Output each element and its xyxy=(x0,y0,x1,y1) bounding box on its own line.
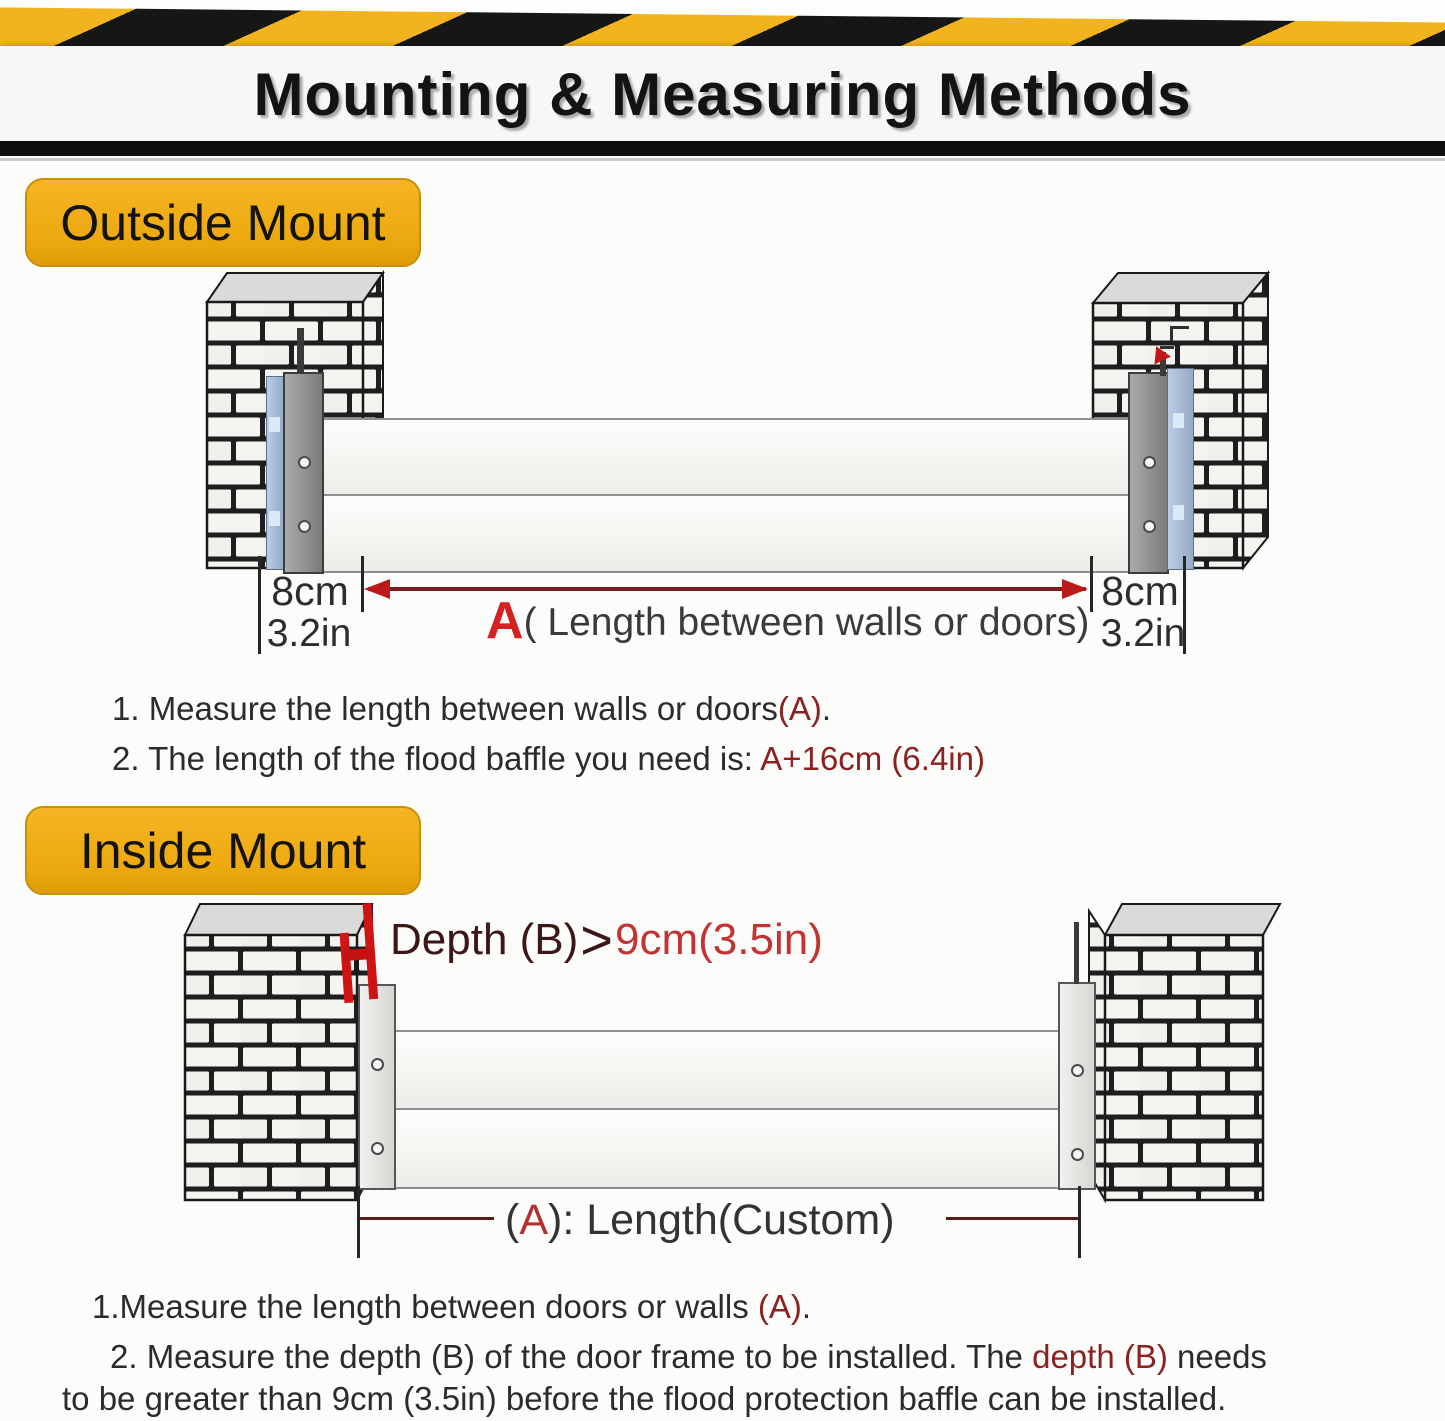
flood-barrier-inside xyxy=(394,1030,1060,1188)
barrier-panel-top xyxy=(394,1030,1060,1110)
barrier-panel-top xyxy=(322,418,1135,496)
left-channel xyxy=(358,984,396,1190)
length-prefix: ( xyxy=(505,1196,520,1244)
rail-screw-mark xyxy=(269,417,280,432)
screw-hole xyxy=(1143,520,1156,533)
title-band xyxy=(0,46,1445,142)
depth-label: Depth (B) xyxy=(390,915,579,964)
screw-hole xyxy=(298,456,311,469)
screw-hole xyxy=(1071,1064,1084,1077)
pillar-top-face xyxy=(1093,273,1268,303)
inside-step-2-line-2 xyxy=(62,1380,1226,1418)
step-text: to be greater than 9cm (3.5in) before the flood protection baffle can be installed. xyxy=(62,1380,1227,1417)
right-channel xyxy=(1058,982,1096,1190)
dim-segment-left xyxy=(360,1217,494,1220)
right-bracket-bar xyxy=(1128,372,1169,574)
barrier-panel-bottom xyxy=(322,494,1135,573)
depth-marker-crossbar xyxy=(343,948,374,961)
step-highlight: (A) xyxy=(757,1288,802,1325)
dim-arrow-shaft xyxy=(368,587,1086,591)
screw-hole xyxy=(298,520,311,533)
rail-screw-mark xyxy=(269,511,280,526)
length-suffix: ): Length(Custom) xyxy=(548,1196,895,1244)
pillar-front-face xyxy=(185,935,357,1200)
header-banner xyxy=(0,0,1445,162)
dim-line-left xyxy=(357,1186,360,1258)
depth-marker xyxy=(336,901,381,1005)
banner-divider xyxy=(0,141,1445,156)
page-title: Mounting & Measuring Methods xyxy=(253,60,1192,128)
barrier-panel-bottom xyxy=(394,1108,1060,1189)
span-caption: ( Length between walls or doors) xyxy=(523,600,1090,644)
rail-screw-mark xyxy=(1173,413,1184,428)
screw-hole xyxy=(1071,1148,1084,1161)
screw-hole xyxy=(371,1058,384,1071)
step-highlight: A+16cm (6.4in) xyxy=(760,740,985,777)
inside-mount-label: Inside Mount xyxy=(25,806,421,895)
dim-segment-right xyxy=(946,1217,1080,1220)
greater-than-sign: > xyxy=(580,908,613,971)
pillar-top-face xyxy=(1105,904,1280,935)
outside-step-1 xyxy=(112,690,831,728)
anchor-pin xyxy=(1074,922,1079,984)
outside-step-2 xyxy=(112,740,985,778)
span-letter: A xyxy=(486,592,524,650)
span-dimension-caption xyxy=(486,592,1090,650)
left-offset-in: 3.2in xyxy=(266,612,352,655)
depth-caption xyxy=(390,908,823,971)
right-offset-cm: 8cm xyxy=(1101,568,1179,614)
step-text: 2. Measure the depth (B) of the door frame to be installed. The xyxy=(110,1338,1033,1375)
rail-screw-mark xyxy=(1173,505,1184,520)
step-text: . xyxy=(801,1288,812,1325)
dim-line-right xyxy=(1078,1186,1081,1258)
brick-mark xyxy=(1170,326,1189,341)
banner-shadow xyxy=(0,158,1445,161)
length-caption xyxy=(505,1196,895,1245)
length-letter: A xyxy=(519,1196,549,1244)
right-offset-in: 3.2in xyxy=(1100,612,1186,655)
step-highlight: (A) xyxy=(777,690,822,727)
step-highlight: depth (B) xyxy=(1032,1338,1168,1375)
outside-mount-label: Outside Mount xyxy=(25,178,421,267)
step-text: 1.Measure the length between doors or walls xyxy=(92,1288,758,1325)
anchor-pin xyxy=(297,328,304,374)
step-text: 1. Measure the length between walls or doors xyxy=(112,690,778,727)
screw-hole xyxy=(1143,456,1156,469)
inside-step-1 xyxy=(92,1288,811,1326)
pillar-top-face xyxy=(207,273,383,302)
pillar-front-face xyxy=(1105,935,1263,1200)
inside-right-brick-pillar xyxy=(1083,901,1285,1203)
screw-hole xyxy=(371,1142,384,1155)
brick-mark-dash xyxy=(1160,346,1174,349)
step-text: needs xyxy=(1167,1338,1267,1375)
left-bracket-blue-rail xyxy=(266,376,284,570)
flood-barrier-outside xyxy=(322,418,1135,574)
right-bracket-blue-rail xyxy=(1167,368,1194,570)
pillar-side-face xyxy=(1243,273,1268,568)
left-offset-cm: 8cm xyxy=(271,568,349,614)
arrowhead-right xyxy=(1062,579,1088,599)
arrowhead-left xyxy=(364,579,390,599)
inside-step-2-line-1 xyxy=(110,1338,1267,1376)
step-text: 2. The length of the flood baffle you need is: xyxy=(112,740,761,777)
left-bracket-bar xyxy=(283,372,324,574)
depth-value: 9cm(3.5in) xyxy=(615,915,823,964)
step-text: . xyxy=(821,690,832,727)
